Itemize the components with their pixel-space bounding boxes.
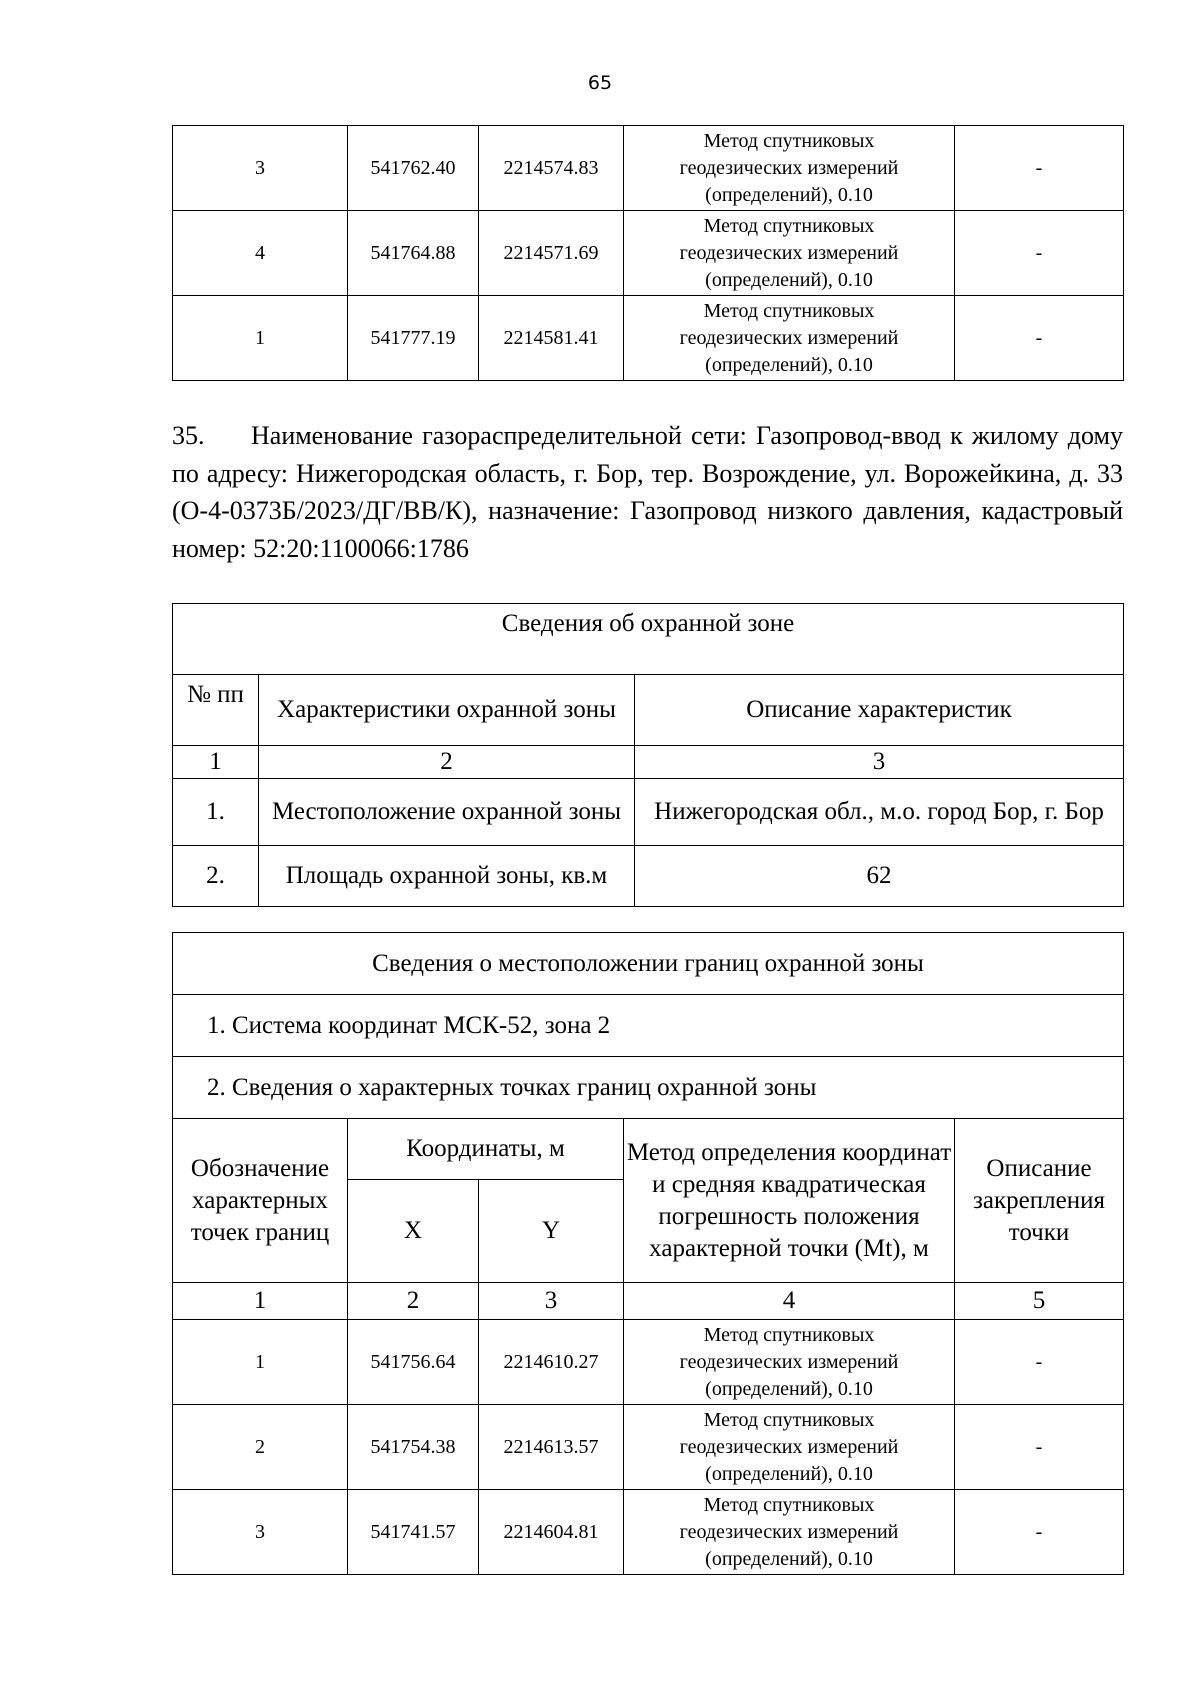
method-line: (определений), 0.10	[705, 353, 873, 376]
index-cell: 2	[348, 1283, 479, 1320]
header-x: X	[348, 1180, 479, 1283]
header-fix: Описание закрепления точки	[955, 1119, 1124, 1283]
method-cell	[624, 1405, 955, 1490]
table-header-row	[173, 1119, 1124, 1180]
index-cell: 1	[173, 1283, 348, 1320]
table-row	[173, 211, 1124, 296]
y-cell: 2214613.57	[479, 1405, 624, 1490]
table-title-row	[173, 604, 1124, 675]
zone-table-title: Сведения об охранной зоне	[173, 604, 1124, 675]
x-cell: 541756.64	[348, 1320, 479, 1405]
method-cell	[624, 211, 955, 296]
top-coordinates-table	[172, 125, 1124, 381]
header-point: Обозначение характерных точек границ	[173, 1119, 348, 1283]
method-cell	[624, 1320, 955, 1405]
y-cell: 2214581.41	[479, 296, 624, 381]
table-title-row	[173, 933, 1124, 995]
method-line: геодезических измерений	[679, 1350, 899, 1373]
points-title-row	[173, 1057, 1124, 1119]
index-cell: 3	[479, 1283, 624, 1320]
boundaries-table	[172, 932, 1124, 1575]
method-line: геодезических измерений	[679, 241, 899, 264]
row-value: 62	[635, 846, 1124, 907]
method-line: (определений), 0.10	[705, 1377, 873, 1400]
row-value: Нижегородская обл., м.о. город Бор, г. Бор	[635, 779, 1124, 846]
zone-info-table	[172, 603, 1124, 907]
row-name: Площадь охранной зоны, кв.м	[259, 846, 635, 907]
table-row	[173, 1490, 1124, 1575]
method-line: геодезических измерений	[679, 156, 899, 179]
table-row	[173, 296, 1124, 381]
fix-cell: -	[955, 1490, 1124, 1575]
system-row	[173, 995, 1124, 1057]
method-cell	[624, 126, 955, 211]
paragraph-text: Наименование газораспределительной сети: Газопровод-ввод к жилому дому по адресу: Нижегородская область, г. Бор, тер. Возрождение, ул. Ворожейкина, д. 33 (О-4-0373Б/2023/ДГ/ВВ/К), назначение: Газопровод низкого давления, кадастровый номер: 52:20:1100066:1786	[172, 421, 1123, 563]
method-line: (определений), 0.10	[705, 1547, 873, 1570]
points-title: 2. Сведения о характерных точках границ охранной зоны	[173, 1057, 1124, 1119]
y-cell: 2214604.81	[479, 1490, 624, 1575]
table-row	[173, 126, 1124, 211]
index-cell: 4	[624, 1283, 955, 1320]
table-row	[173, 846, 1124, 907]
x-cell: 541764.88	[348, 211, 479, 296]
row-name: Местоположение охранной зоны	[259, 779, 635, 846]
fix-cell: -	[955, 126, 1124, 211]
header-method: Метод определения координат и средняя квадратическая погрешность положения характерной точки (Mt), м	[624, 1119, 955, 1283]
row-num: 2.	[173, 846, 259, 907]
method-line: Метод спутниковых	[703, 1493, 875, 1516]
index-cell: 2	[259, 746, 635, 779]
method-line: Метод спутниковых	[703, 1408, 875, 1431]
header-num: № пп	[173, 675, 259, 746]
index-row	[173, 746, 1124, 779]
method-line: (определений), 0.10	[705, 1462, 873, 1485]
index-row	[173, 1283, 1124, 1320]
point-cell: 1	[173, 1320, 348, 1405]
point-cell: 1	[173, 296, 348, 381]
table-row	[173, 1405, 1124, 1490]
method-line: геодезических измерений	[679, 1520, 899, 1543]
y-cell: 2214571.69	[479, 211, 624, 296]
method-cell	[624, 1490, 955, 1575]
fix-cell: -	[955, 1320, 1124, 1405]
table-row	[173, 779, 1124, 846]
index-cell: 3	[635, 746, 1124, 779]
fix-cell: -	[955, 1405, 1124, 1490]
header-coords: Координаты, м	[348, 1119, 624, 1180]
fix-cell: -	[955, 296, 1124, 381]
row-num: 1.	[173, 779, 259, 846]
point-cell: 2	[173, 1405, 348, 1490]
y-cell: 2214610.27	[479, 1320, 624, 1405]
method-line: Метод спутниковых	[703, 214, 875, 237]
point-cell: 3	[173, 126, 348, 211]
method-line: Метод спутниковых	[703, 129, 875, 152]
point-cell: 4	[173, 211, 348, 296]
x-cell: 541762.40	[348, 126, 479, 211]
bounds-table-title: Сведения о местоположении границ охранной зоны	[173, 933, 1124, 995]
index-cell: 1	[173, 746, 259, 779]
coordinate-system: 1. Система координат МСК-52, зона 2	[173, 995, 1124, 1057]
x-cell: 541741.57	[348, 1490, 479, 1575]
point-cell: 3	[173, 1490, 348, 1575]
method-line: Метод спутниковых	[703, 1323, 875, 1346]
x-cell: 541754.38	[348, 1405, 479, 1490]
fix-cell: -	[955, 211, 1124, 296]
index-cell: 5	[955, 1283, 1124, 1320]
page-number: 65	[587, 72, 613, 94]
paragraph-number: 35.	[172, 421, 205, 450]
header-description: Описание характеристик	[635, 675, 1124, 746]
table-header-row	[173, 675, 1124, 746]
table-row	[173, 1320, 1124, 1405]
method-line: геодезических измерений	[679, 1435, 899, 1458]
method-line: (определений), 0.10	[705, 268, 873, 291]
method-cell	[624, 296, 955, 381]
method-line: Метод спутниковых	[703, 299, 875, 322]
header-y: Y	[479, 1180, 624, 1283]
header-characteristics: Характеристики охранной зоны	[259, 675, 635, 746]
x-cell: 541777.19	[348, 296, 479, 381]
network-description	[172, 417, 1123, 567]
y-cell: 2214574.83	[479, 126, 624, 211]
method-line: геодезических измерений	[679, 326, 899, 349]
method-line: (определений), 0.10	[705, 183, 873, 206]
